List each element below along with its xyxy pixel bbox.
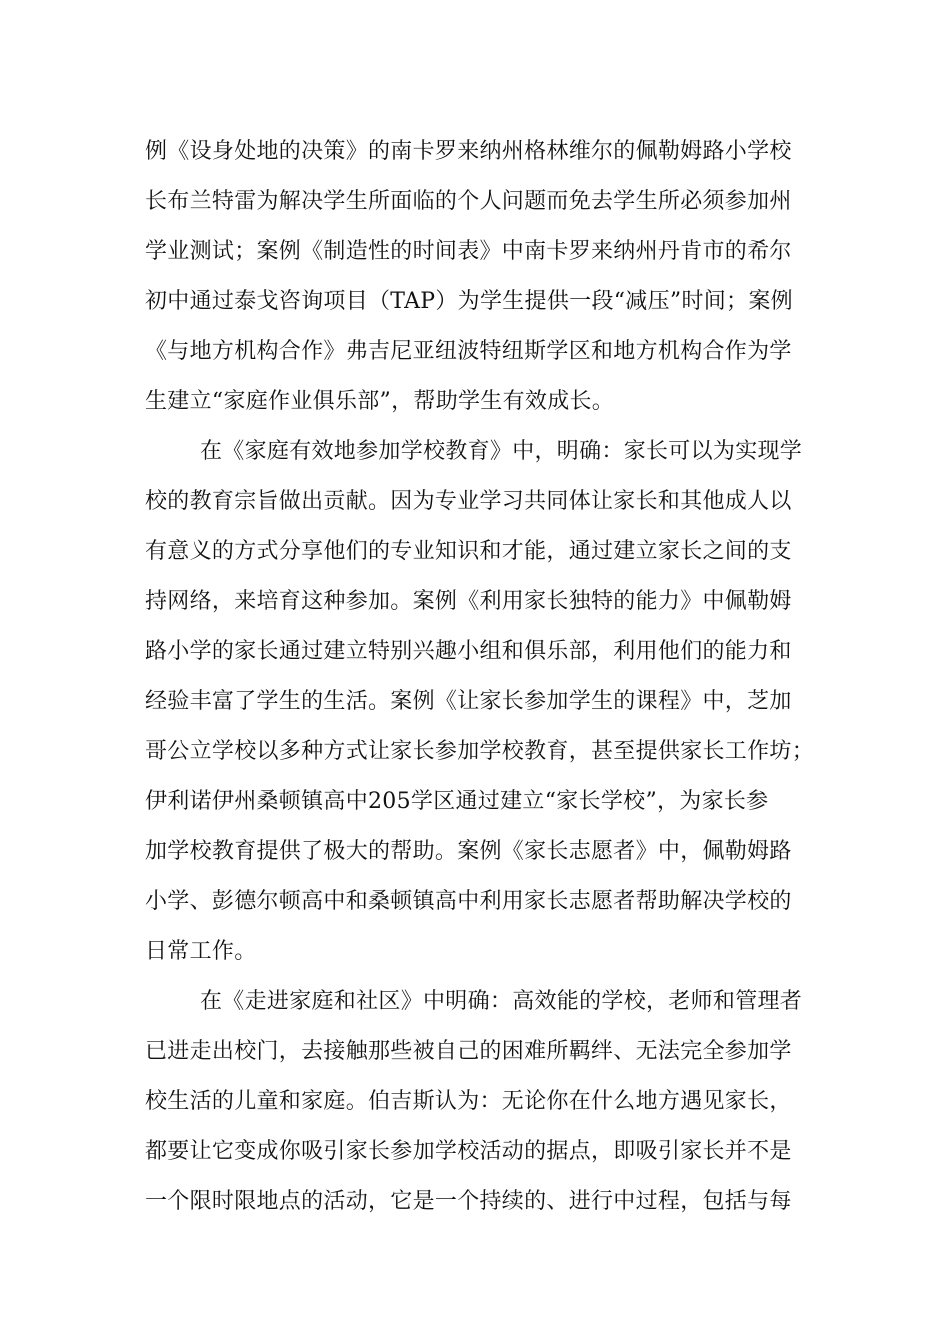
text-line-8: 校的教育宗旨做出贡献。因为专业学习共同体让家长和其他成人以 xyxy=(145,489,792,514)
text-line-1: 例《设身处地的决策》的南卡罗来纳州格林维尔的佩勒姆路小学校 xyxy=(145,139,792,164)
text-line-5: 《与地方机构合作》弗吉尼亚纽波特纽斯学区和地方机构合作为学 xyxy=(145,339,792,364)
paragraph-start-line: 在《家庭有效地参加学校教育》中，明确：家长可以为实现学 xyxy=(200,439,803,464)
text-line-10: 持网络，来培育这种参加。案例《利用家长独特的能力》中佩勒姆 xyxy=(145,589,792,614)
text-line-22: 一个限时限地点的活动，它是一个持续的、进行中过程，包括与每 xyxy=(145,1189,792,1214)
text-line-13: 哥公立学校以多种方式让家长参加学校教育，甚至提供家长工作坊； xyxy=(145,739,815,764)
text-line-3: 学业测试；案例《制造性的时间表》中南卡罗来纳州丹肯市的希尔 xyxy=(145,239,792,264)
text-line-19: 已进走出校门，去接触那些被自己的困难所羁绊、无法完全参加学 xyxy=(145,1039,792,1064)
text-line-20: 校生活的儿童和家庭。伯吉斯认为：无论你在什么地方遇见家长， xyxy=(145,1089,792,1114)
text-line-14: 伊利诺伊州桑顿镇高中205学区通过建立“家长学校”，为家长参 xyxy=(145,789,769,814)
text-line-9: 有意义的方式分享他们的专业知识和才能，通过建立家长之间的支 xyxy=(145,539,792,564)
text-line-6: 生建立“家庭作业俱乐部”，帮助学生有效成长。 xyxy=(145,389,615,414)
text-line-16: 小学、彭德尔顿高中和桑顿镇高中利用家长志愿者帮助解决学校的 xyxy=(145,889,792,914)
paragraph-start-line: 在《走进家庭和社区》中明确：高效能的学校，老师和管理者 xyxy=(200,989,803,1014)
text-line-21: 都要让它变成你吸引家长参加学校活动的据点，即吸引家长并不是 xyxy=(145,1139,792,1164)
text-line-11: 路小学的家长通过建立特别兴趣小组和俱乐部，利用他们的能力和 xyxy=(145,639,792,664)
text-line-2: 长布兰特雷为解决学生所面临的个人问题而免去学生所必须参加州 xyxy=(145,189,792,214)
text-line-17: 日常工作。 xyxy=(145,939,257,964)
text-line-12: 经验丰富了学生的生活。案例《让家长参加学生的课程》中，芝加 xyxy=(145,689,792,714)
text-line-15: 加学校教育提供了极大的帮助。案例《家长志愿者》中，佩勒姆路 xyxy=(145,839,792,864)
text-line-4: 初中通过泰戈咨询项目（TAP）为学生提供一段“减压”时间；案例 xyxy=(145,289,793,314)
